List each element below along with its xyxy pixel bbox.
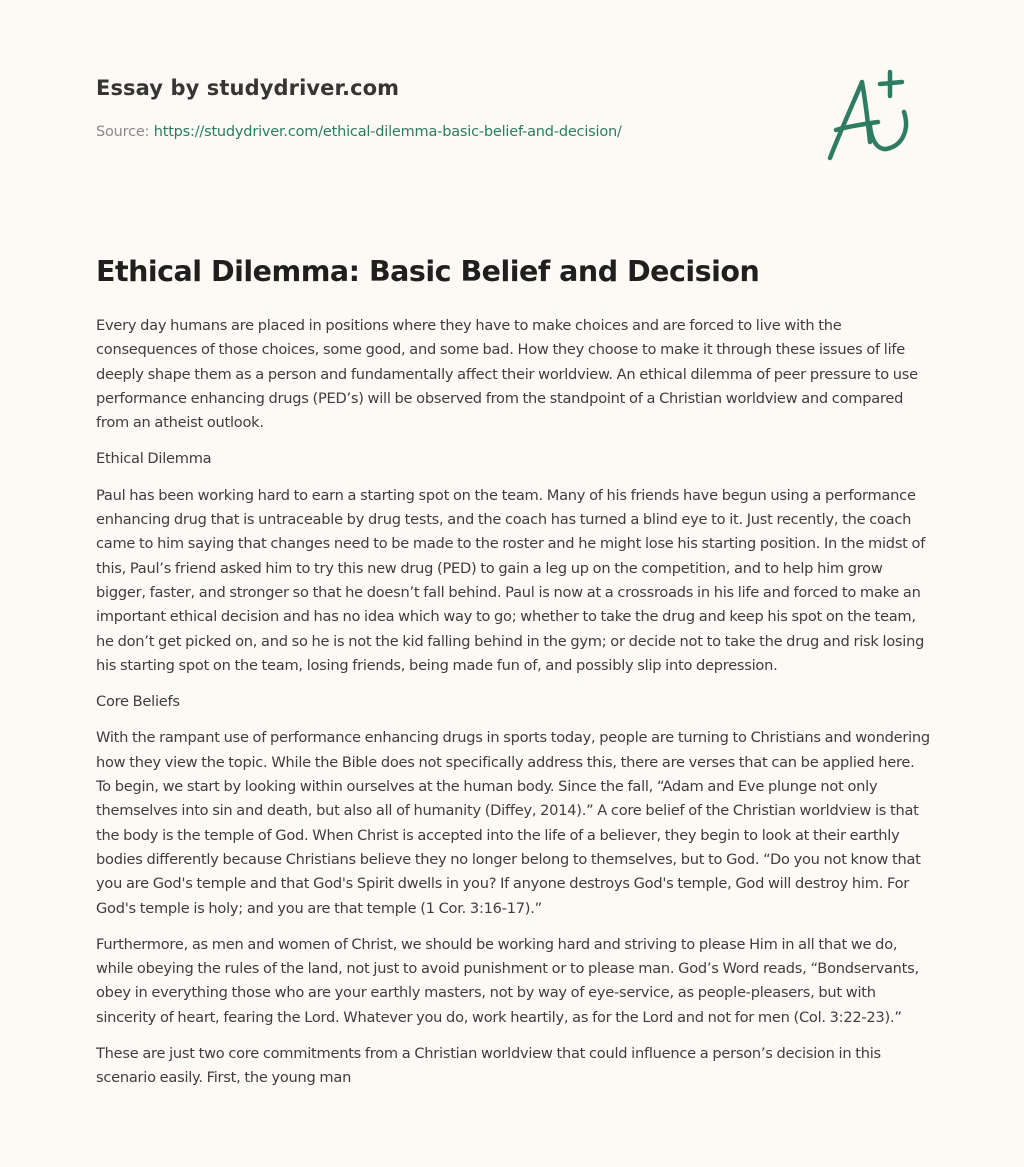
core-beliefs-paragraph-2: Furthermore, as men and women of Christ, we should be working hard and striving to please Him in all that we do, while obeying the rules of the land, not just to avoid punishment or to please man. God’s Word reads, “Bondservants, obey in everything those who are your earthly masters, not by way of eye-service, as people-pleasers, but with sincerity of heart, fearing the Lord. Whatever you do, work heartily, as for the Lord and not for men (Col. 3:22-23).” xyxy=(96,935,919,1026)
site-title: Essay by studydriver.com xyxy=(96,76,400,100)
section-heading-ethical-dilemma: Ethical Dilemma xyxy=(96,450,212,468)
essay-title: Ethical Dilemma: Basic Belief and Decision xyxy=(96,255,760,288)
a-plus-grade-icon xyxy=(826,68,926,164)
core-beliefs-paragraph-1: With the rampant use of performance enhancing drugs in sports today, people are turning to Christians and wondering how they view the topic. While the Bible does not specifically address this, there are verses that can be applied here. To begin, we start by looking within ourselves at the human body. Since the fall, “Adam and Eve plunge not only themselves into sin and death, but also all of humanity (Diffey, 2014).” A core belief of the Christian worldview is that the body is the temple of God. When Christ is accepted into the life of a believer, they begin to look at their earthly bodies differently because Christians believe they no longer belong to themselves, but to God. “Do you not know that you are God's temple and that God's Spirit dwells in you? If anyone destroys God's temple, God will destroy him. For God's temple is holy; and you are that temple (1 Cor. 3:16-17).” xyxy=(96,729,930,917)
ethical-dilemma-paragraph: Paul has been working hard to earn a starting spot on the team. Many of his friends have begun using a performance enhancing drug that is untraceable by drug tests, and the coach has turned a blind eye to it. Just recently, the coach came to him saying that changes need to be made to the roster and he might lose his starting position. In the midst of this, Paul’s friend asked him to try this new drug (PED) to gain a leg up on the competition, and to help him grow bigger, faster, and stronger so that he doesn’t fall behind. Paul is now at a crossroads in his life and forced to make an important ethical decision and has no idea which way to go; whether to take the drug and keep his spot on the team, he don’t get picked on, and so he is not the kid falling behind in the gym; or decide not to take the drug and risk losing his starting spot on the team, losing friends, being made fun of, and possibly slip into depression. xyxy=(96,486,926,674)
intro-paragraph: Every day humans are placed in positions where they have to make choices and are forced to live with the consequences of those choices, some good, and some bad. How they choose to make it through these issues of life deeply shape them as a person and fundamentally affect their worldview. An ethical dilemma of peer pressure to use performance enhancing drugs (PED’s) will be observed from the standpoint of a Christian worldview and compared from an atheist outlook. xyxy=(96,317,918,432)
essay-content xyxy=(96,314,930,1103)
source-line xyxy=(96,124,622,140)
core-beliefs-paragraph-3: These are just two core commitments from a Christian worldview that could influence a person’s decision in this scenario easily. First, the young man xyxy=(96,1045,881,1087)
source-link[interactable]: https://studydriver.com/ethical-dilemma-basic-belief-and-decision/ xyxy=(153,124,622,140)
section-heading-core-beliefs: Core Beliefs xyxy=(96,693,180,711)
source-label: Source: xyxy=(96,124,150,140)
